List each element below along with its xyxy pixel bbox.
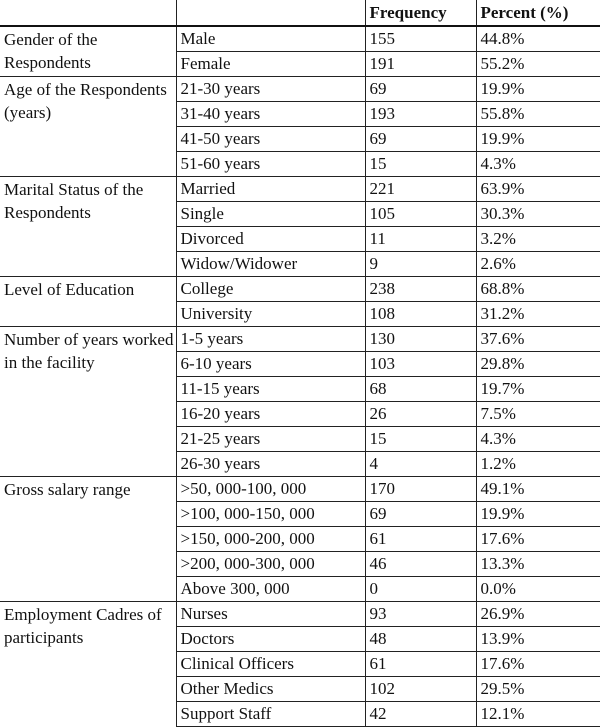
frequency-cell: 155 [365,26,476,52]
item-label: Divorced [176,227,365,252]
percent-cell: 55.2% [476,52,600,77]
percent-cell: 2.6% [476,252,600,277]
item-label: 31-40 years [176,102,365,127]
table-row [0,277,600,302]
frequency-cell: 69 [365,127,476,152]
frequency-cell: 42 [365,702,476,727]
table-row [0,477,600,502]
item-label: 11-15 years [176,377,365,402]
frequency-cell: 108 [365,302,476,327]
item-label: 1-5 years [176,327,365,352]
frequency-cell: 191 [365,52,476,77]
frequency-cell: 61 [365,652,476,677]
item-label: 51-60 years [176,152,365,177]
frequency-cell: 48 [365,627,476,652]
frequency-cell: 102 [365,677,476,702]
percent-cell: 7.5% [476,402,600,427]
item-label: Married [176,177,365,202]
header-category [0,0,176,26]
header-item [176,0,365,26]
frequency-cell: 105 [365,202,476,227]
percent-cell: 0.0% [476,577,600,602]
item-label: Male [176,26,365,52]
item-label: Other Medics [176,677,365,702]
frequency-cell: 93 [365,602,476,627]
frequency-cell: 26 [365,402,476,427]
percent-cell: 31.2% [476,302,600,327]
item-label: Widow/Widower [176,252,365,277]
frequency-cell: 193 [365,102,476,127]
percent-cell: 29.5% [476,677,600,702]
category-label: Marital Status of the Respondents [0,177,176,277]
percent-cell: 4.3% [476,152,600,177]
item-label: >200, 000-300, 000 [176,552,365,577]
frequency-cell: 103 [365,352,476,377]
percent-cell: 55.8% [476,102,600,127]
percent-cell: 19.9% [476,127,600,152]
header-percent: Percent (%) [476,0,600,26]
percent-cell: 30.3% [476,202,600,227]
percent-cell: 63.9% [476,177,600,202]
frequency-cell: 46 [365,552,476,577]
frequency-cell: 238 [365,277,476,302]
frequency-cell: 68 [365,377,476,402]
item-label: Above 300, 000 [176,577,365,602]
item-label: 16-20 years [176,402,365,427]
frequency-cell: 61 [365,527,476,552]
percent-cell: 12.1% [476,702,600,727]
item-label: 21-30 years [176,77,365,102]
percent-cell: 44.8% [476,26,600,52]
percent-cell: 3.2% [476,227,600,252]
category-label: Number of years worked in the facility [0,327,176,477]
frequency-cell: 170 [365,477,476,502]
item-label: >50, 000-100, 000 [176,477,365,502]
percent-cell: 17.6% [476,652,600,677]
frequency-cell: 15 [365,427,476,452]
frequency-cell: 69 [365,77,476,102]
item-label: Support Staff [176,702,365,727]
frequency-cell: 130 [365,327,476,352]
frequency-cell: 15 [365,152,476,177]
item-label: College [176,277,365,302]
frequency-cell: 221 [365,177,476,202]
category-label: Gross salary range [0,477,176,602]
item-label: >100, 000-150, 000 [176,502,365,527]
item-label: University [176,302,365,327]
header-row [0,0,600,26]
frequency-cell: 11 [365,227,476,252]
category-label: Gender of the Respondents [0,26,176,77]
table-body [0,26,600,727]
frequency-cell: 0 [365,577,476,602]
percent-cell: 17.6% [476,527,600,552]
item-label: 6-10 years [176,352,365,377]
percent-cell: 68.8% [476,277,600,302]
table-row [0,26,600,52]
percent-cell: 1.2% [476,452,600,477]
table-row [0,602,600,627]
table-row [0,177,600,202]
percent-cell: 13.9% [476,627,600,652]
item-label: Female [176,52,365,77]
item-label: 41-50 years [176,127,365,152]
percent-cell: 19.9% [476,502,600,527]
percent-cell: 26.9% [476,602,600,627]
table-header [0,0,600,26]
table-row [0,77,600,102]
frequency-cell: 9 [365,252,476,277]
category-label: Employment Cadres of participants [0,602,176,727]
table-row [0,327,600,352]
item-label: >150, 000-200, 000 [176,527,365,552]
percent-cell: 19.7% [476,377,600,402]
percent-cell: 19.9% [476,77,600,102]
percent-cell: 37.6% [476,327,600,352]
category-label: Age of the Respondents (years) [0,77,176,177]
item-label: Clinical Officers [176,652,365,677]
item-label: 26-30 years [176,452,365,477]
percent-cell: 4.3% [476,427,600,452]
item-label: Single [176,202,365,227]
percent-cell: 13.3% [476,552,600,577]
frequency-cell: 4 [365,452,476,477]
header-frequency: Frequency [365,0,476,26]
percent-cell: 49.1% [476,477,600,502]
percent-cell: 29.8% [476,352,600,377]
item-label: Doctors [176,627,365,652]
item-label: Nurses [176,602,365,627]
frequency-cell: 69 [365,502,476,527]
category-label: Level of Education [0,277,176,327]
item-label: 21-25 years [176,427,365,452]
